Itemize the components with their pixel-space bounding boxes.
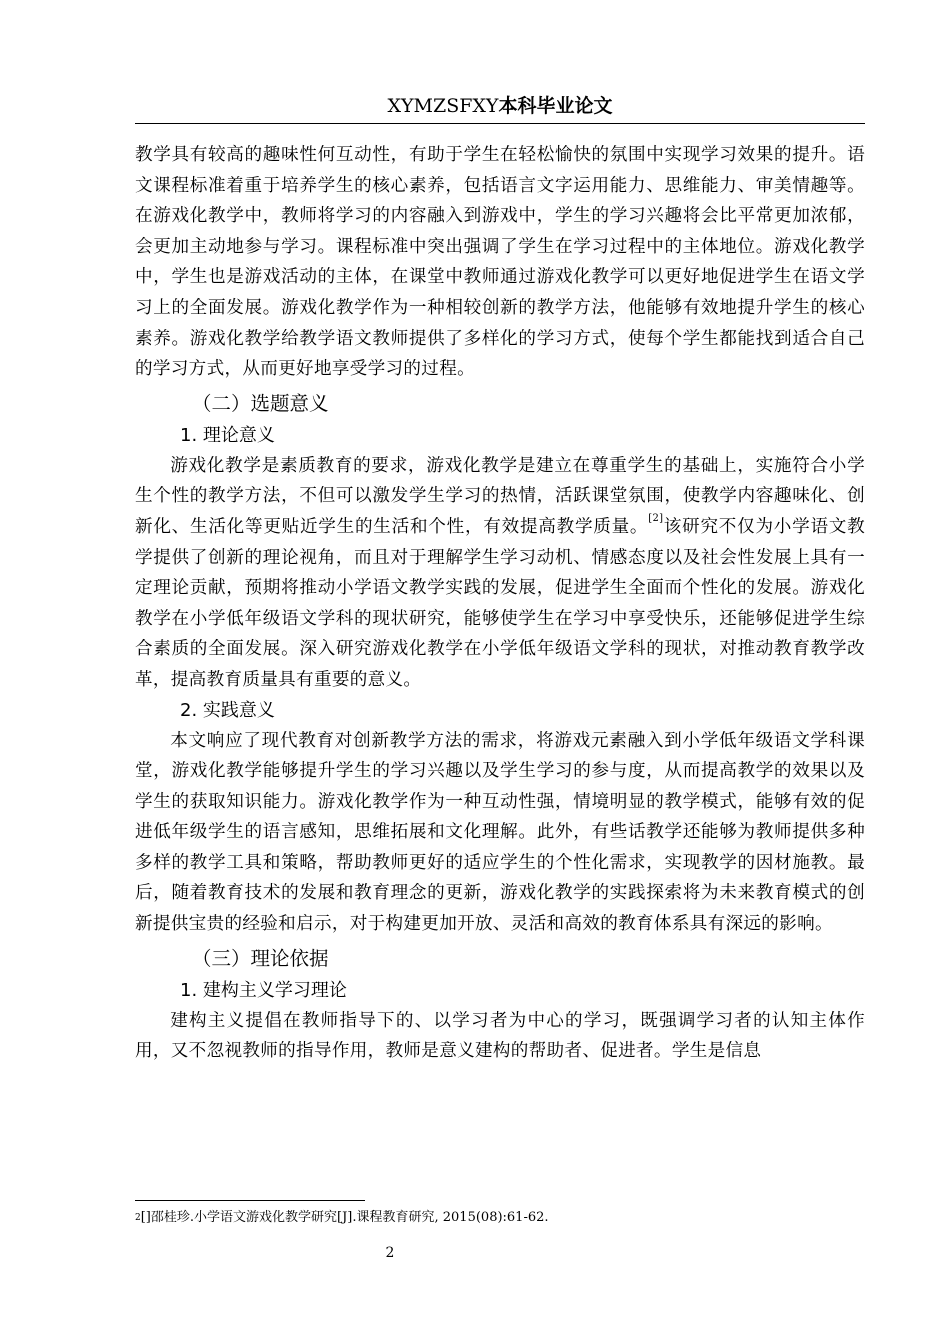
subheading-practical-significance: 2. 实践意义	[180, 699, 275, 721]
paragraph-theoretical-significance	[135, 451, 865, 696]
page-header	[135, 92, 865, 124]
footnote-divider	[135, 1200, 365, 1201]
footnote	[135, 1208, 865, 1228]
paragraph-constructivism: 建构主义提倡在教师指导下的、以学习者为中心的学习，既强调学习者的认知主体作用，又不忽视教师的指导作用，教师是意义建构的帮助者、促进者。学生是信息	[135, 1010, 865, 1062]
paragraph-theory-part-b: 该研究不仅为小学语文教学提供了创新的理论视角，而且对于理解学生学习动机、情感态度以及社会性发展上具有一定理论贡献，预期将推动小学语文教学实践的发展，促进学生全面而个性化的发展。游戏化教学在小学低年级语文学科的现状研究，能够使学生在学习中享受快乐，还能够促进学生综合素质的全面发展。深入研究游戏化教学在小学低年级语文学科的现状，对推动教育教学改革，提高教育质量具有重要的意义。	[135, 516, 866, 690]
footnote-text: []邵桂珍.小学语文游戏化教学研究[J].课程教育研究, 2015(08):61-62.	[140, 1210, 549, 1225]
page-number: 2	[385, 1245, 395, 1261]
section-heading-topic-significance: （二）选题意义	[192, 391, 329, 415]
citation-ref-2[interactable]: [2]	[648, 512, 664, 524]
header-latin: XYMZSFXY	[387, 95, 499, 117]
footnote-marker: 2	[135, 1213, 141, 1223]
header-title: 本科毕业论文	[498, 95, 613, 117]
subheading-constructivism: 1. 建构主义学习理论	[180, 979, 347, 1001]
section-heading-theoretical-basis: （三）理论依据	[192, 946, 329, 970]
paragraph-practical-significance: 本文响应了现代教育对创新教学方法的需求，将游戏元素融入到小学低年级语文学科课堂，游戏化教学能够提升学生的学习兴趣以及学生学习的参与度，从而提高教学的效果以及学生的获取知识能力。游戏化教学作为一种互动性强，情境明显的教学模式，能够有效的促进低年级学生的语言感知，思维拓展和文化理解。此外，有些话教学还能够为教师提供多种多样的教学工具和策略，帮助教师更好的适应学生的个性化需求，实现教学的因材施教。最后，随着教育技术的发展和教育理念的更新，游戏化教学的实践探索将为未来教育模式的创新提供宝贵的经验和启示，对于构建更加开放、灵活和高效的教育体系具有深远的影响。	[135, 730, 865, 935]
subheading-theoretical-significance: 1. 理论意义	[180, 424, 275, 446]
paragraph-theory-part-a: 游戏化教学是素质教育的要求，游戏化教学是建立在尊重学生的基础上，实施符合小学生个性的教学方法，不但可以激发学生学习的热情，活跃课堂氛围，使教学内容趣味化、创新化、生活化等更贴近学生的生活和个性，有效提高教学质量。	[135, 455, 865, 537]
paragraph-intro: 教学具有较高的趣味性何互动性，有助于学生在轻松愉快的氛围中实现学习效果的提升。语文课程标准着重于培养学生的核心素养，包括语言文字运用能力、思维能力、审美情趣等。在游戏化教学中，教师将学习的内容融入到游戏中，学生的学习兴趣将会比平常更加浓郁，会更加主动地参与学习。课程标准中突出强调了学生在学习过程中的主体地位。游戏化教学中，学生也是游戏活动的主体，在课堂中教师通过游戏化教学可以更好地促进学生在语文学习上的全面发展。游戏化教学作为一种相较创新的教学方法，他能够有效地提升学生的核心素养。游戏化教学给教学语文教师提供了多样化的学习方式，使每个学生都能找到适合自己的学习方式，从而更好地享受学习的过程。	[135, 145, 865, 380]
document-body	[135, 140, 865, 1067]
